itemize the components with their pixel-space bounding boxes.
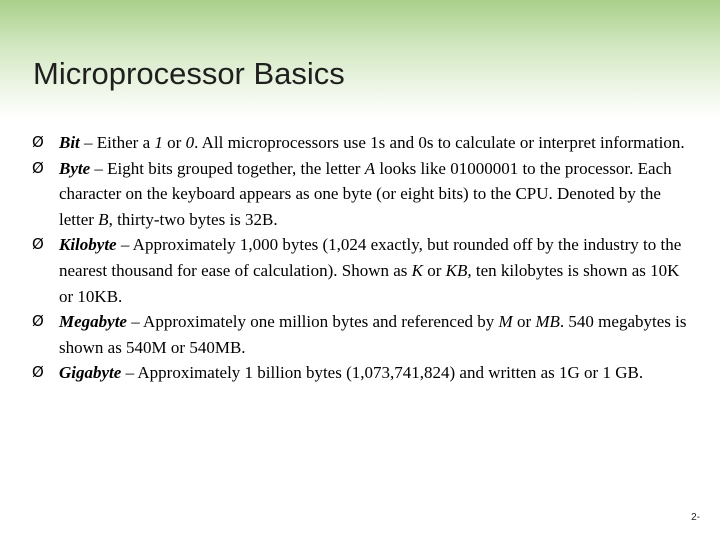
bullet-text: looks like 01000001 to the processor. Each character on the keyboard appears as one byte (or eight bits) to the CPU. Denoted by the letter — [59, 158, 672, 229]
bullet-term: Byte — [59, 158, 91, 178]
arrow-bullet-icon: Ø — [32, 312, 44, 331]
bullet-text: ten kilobytes is shown as 10K or 10KB. — [59, 260, 680, 306]
bullet-text: – Eight bits grouped together, the letter — [90, 158, 365, 178]
bullet-item-kilobyte — [32, 232, 692, 309]
slide-number: 2- — [691, 512, 700, 523]
bullet-italic: KB, — [445, 260, 472, 280]
bullet-italic: 0 — [185, 133, 195, 152]
bullet-term: Gigabyte — [59, 363, 122, 383]
bullet-text: or — [512, 312, 536, 332]
bullet-italic: 1 — [154, 133, 163, 152]
bullet-italic: MB — [535, 312, 560, 332]
arrow-bullet-icon: Ø — [32, 363, 44, 382]
bullet-italic: M — [498, 312, 513, 332]
arrow-bullet-icon: Ø — [32, 133, 44, 151]
bullet-text: – Approximately one million bytes and referenced by — [126, 312, 499, 332]
bullet-term: Megabyte — [59, 312, 127, 332]
bullet-text: or — [162, 133, 186, 152]
bullet-item-gigabyte — [32, 360, 692, 386]
bullet-italic: B — [98, 209, 109, 229]
bullet-list — [32, 130, 692, 386]
bullet-text: – Approximately 1 billion bytes (1,073,741,824) and written as 1G or 1 GB. — [121, 363, 644, 383]
bullet-text: or — [422, 260, 446, 280]
bullet-item-megabyte — [32, 309, 692, 360]
bullet-term: Kilobyte — [59, 235, 117, 255]
bullet-italic: K — [411, 260, 423, 280]
bullet-text: , thirty-two bytes is 32B. — [108, 209, 278, 229]
bullet-text: . 540 megabytes is shown as 540M or 540MB. — [59, 312, 687, 357]
slide-title: Microprocessor Basics — [33, 56, 345, 91]
bullet-text: . All microprocessors use 1s and 0s to calculate or interpret information. — [194, 133, 685, 152]
arrow-bullet-icon: Ø — [32, 158, 44, 177]
bullet-text: – Approximately 1,000 bytes (1,024 exactly, but rounded off by the industry to the nearest thousand for ease of calculation). Shown as — [59, 235, 682, 280]
bullet-text: – Either a — [79, 133, 155, 152]
bullet-term: Bit — [59, 133, 80, 152]
bullet-item-byte — [32, 156, 692, 233]
bullet-italic: A — [364, 158, 376, 178]
arrow-bullet-icon: Ø — [32, 235, 44, 254]
bullet-item-bit — [32, 130, 692, 156]
